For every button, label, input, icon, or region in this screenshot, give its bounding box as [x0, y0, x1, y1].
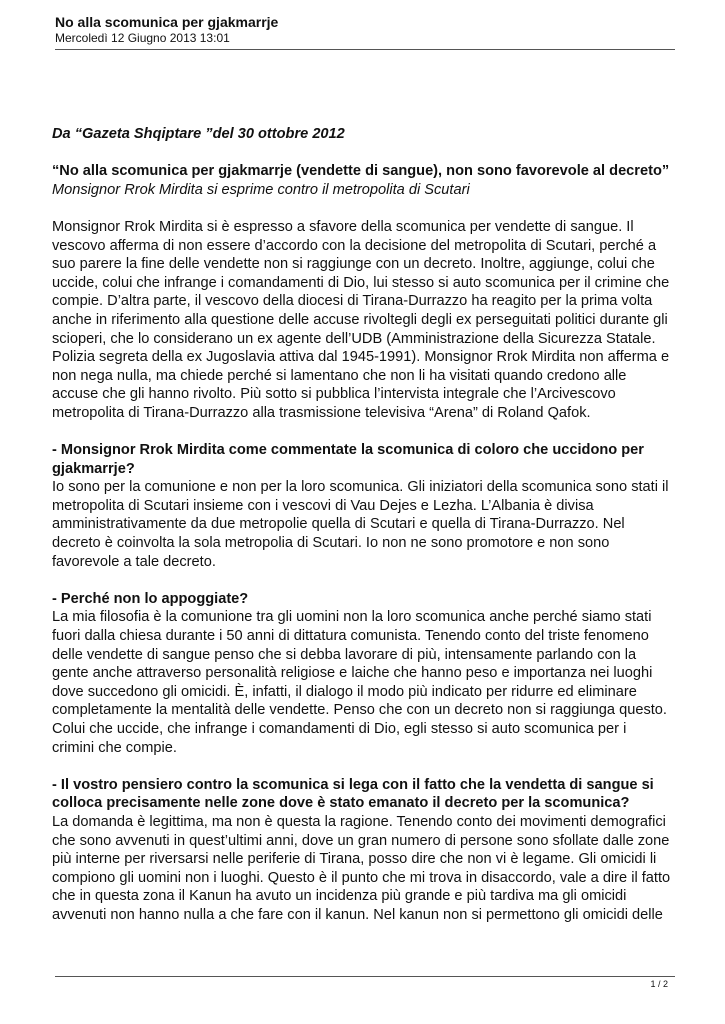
interview-answer: La domanda è legittima, ma non è questa la ragione. Tenendo conto dei movimenti demografici che sono avvenuti in quest’ultimi anni, dove un gran numero di persone sono sfollate dalle zone più interne per riversarsi nelle periferie di Tirana, posso dire che non vi è legame. Gli omicidi li compiono gli uomini non i luoghi. Questo è il punto che mi trova in disaccordo, vale a dire il fatto che in questa zona il Kanun ha avuto un incidenza più grande e più tardiva ma gli omicidi avvenuti non hanno nulla a che fare con il kanun. Nel kanun non si permettono gli omicidi delle [52, 813, 671, 923]
interview-answer: La mia filosofia è la comunione tra gli uomini non la loro scomunica anche perché siamo stati fuori dalla chiesa durante i 50 anni di dittatura comunista. Tenendo conto del triste fenomeno delle vendette di sangue penso che si debba lavorare di più, intensamente parlando con la gente anche attraverso personalità religiose e laiche che hanno peso e importanza nei luoghi dove succedono gli omicidi. È, infatti, il dialogo il modo più indicato per ridurre ed eliminare completamente la mentalità delle vendette. Penso che con un decreto non si raggiunga questo. Colui che uccide, che infrange i comandamenti di Dio, egli stesso si auto scomunica per i crimini che compie. [52, 609, 667, 756]
article-source: Da “Gazeta Shqiptare ”del 30 ottobre 2012 [52, 126, 345, 142]
publication-date: Mercoledì 12 Giugno 2013 13:01 [55, 31, 230, 45]
header-divider [55, 49, 675, 50]
article-intro: Monsignor Rrok Mirdita si è espresso a sfavore della scomunica per vendette di sangue. Il vescovo afferma di non essere d’accordo con la decisione del metropolita di Scutari, perché a suo parere la fine delle vendette non si raggiunge con un decreto. Inoltre, aggiunge, colui che uccide, colui che infrange i comandamenti di Dio, lui stesso si auto scomunica per il crimine che compie. D’altra parte, il vescovo della diocesi di Tirana-Durrazzo ha reagito per la prima volta anche in riferimento alla questione delle accuse rivoltegli degli ex perseguitati politici durante gli scioperi, che lo considerano un ex agente dell’UDB (Amministrazione della Sicurezza Statale. Polizia segreta della ex Jugoslavia attiva dal 1945-1991). Monsignor Rrok Mirdita non afferma e non nega nulla, ma chiede perché si lamentano che non li ha visitati quando credono alle accuse che gli hanno rivolto. Più sotto si pubblica l’intervista integrale che l’Arcivescovo metropolita di Tirana-Durrazzo alla trasmissione televisiva “Arena” di Roland Qafok. [52, 218, 670, 421]
article-body [52, 125, 672, 925]
article-headline: “No alla scomunica per gjakmarrje (vendette di sangue), non sono favorevole al decreto” [52, 163, 670, 180]
document-title: No alla scomunica per gjakmarrje [55, 14, 279, 30]
page-number: 1 / 2 [650, 979, 668, 989]
interview-question: - Il vostro pensiero contro la scomunica si lega con il fatto che la vendetta di sangue si colloca precisamente nelle zone dove è stato emanato il decreto per la scomunica? [52, 776, 654, 812]
interview-answer: Io sono per la comunione e non per la loro scomunica. Gli iniziatori della scomunica sono stati il metropolita di Scutari insieme con i vescovi di Vau Dejes e Lezha. L’Albania è divisa amministrativamente da due metropolie quella di Scutari e quella di Tirana-Durrazzo. Nel decreto è coinvolta la sola metropolia di Scutari. Io non ne sono promotore e non sono favorevole a tale decreto. [52, 479, 669, 570]
page-header [55, 14, 675, 46]
article-subheadline: Monsignor Rrok Mirdita si esprime contro il metropolita di Scutari [52, 181, 470, 198]
interview-question: - Monsignor Rrok Mirdita come commentate la scomunica di coloro che uccidono per gjakmarrje? [52, 442, 644, 477]
footer-divider [55, 976, 675, 977]
interview-question: - Perché non lo appoggiate? [52, 590, 249, 607]
